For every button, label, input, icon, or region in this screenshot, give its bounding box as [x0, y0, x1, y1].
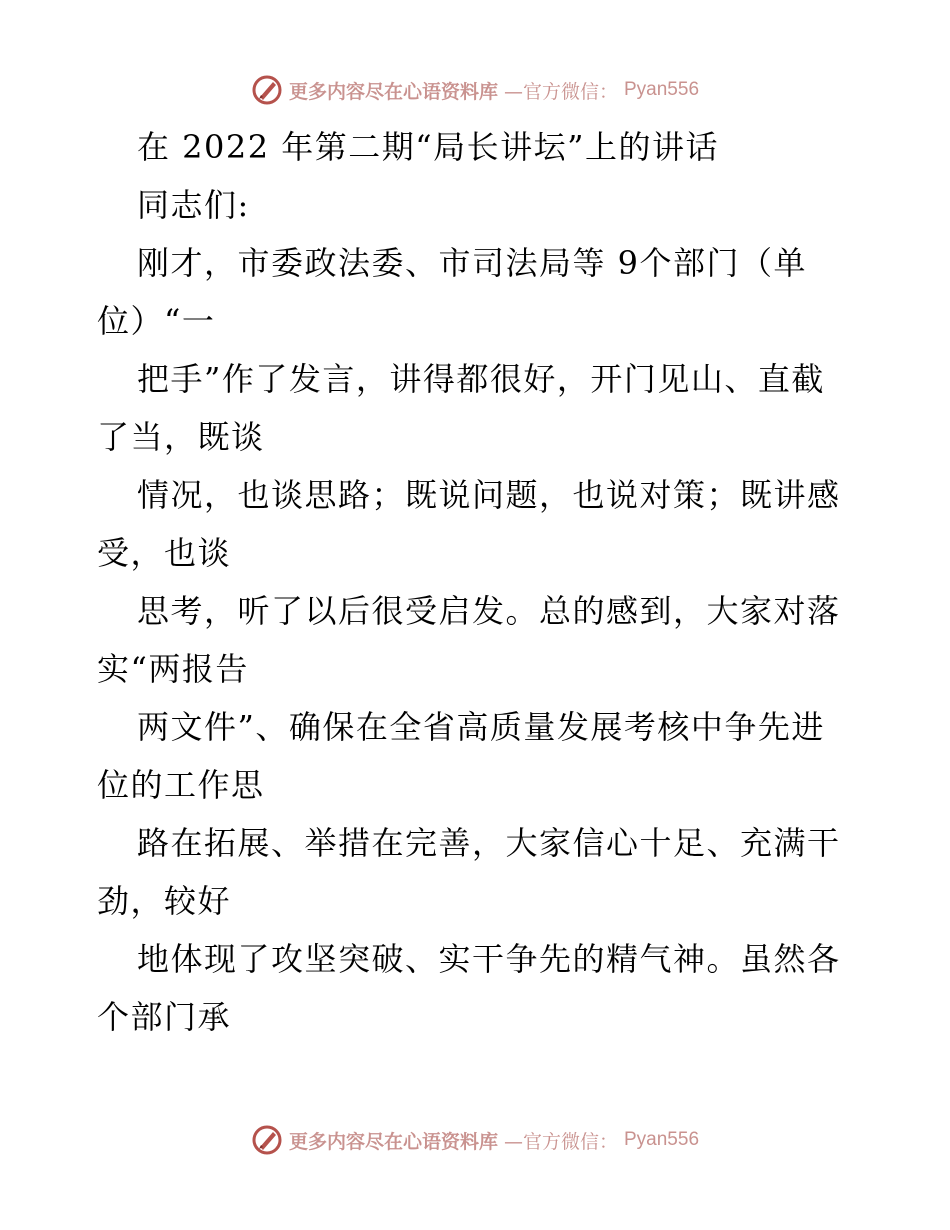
quill-seal-icon	[251, 1124, 283, 1156]
text-line: 实“两报告	[97, 650, 249, 688]
text-line: 地体现了攻坚突破、实干争先的精气神。虽然各	[137, 940, 841, 978]
text-line: 劲，较好	[97, 882, 232, 920]
text-line: 把手”作了发言，讲得都很好，开门见山、直截	[137, 360, 825, 398]
quill-seal-icon	[251, 74, 283, 106]
text-line: 位的工作思	[97, 766, 265, 804]
text-line: 刚才，市委政法委、市司法局等 9个部门（单	[137, 244, 808, 282]
header-watermark	[0, 70, 950, 110]
text-line: 两文件”、确保在全省高质量发展考核中争先进	[137, 708, 825, 746]
text-line: 受，也谈	[97, 534, 232, 572]
document-body	[97, 118, 857, 1046]
watermark-wechat-id: Pyan556	[624, 1129, 700, 1150]
text-line: 路在拓展、举措在完善，大家信心十足、充满干	[137, 824, 841, 862]
text-line: 思考，听了以后很受启发。总的感到，大家对落	[137, 592, 841, 630]
text-line: 个部门承	[97, 998, 232, 1036]
text-line: 同志们:	[137, 186, 250, 224]
watermark-group	[251, 74, 699, 106]
footer-watermark	[0, 1120, 950, 1160]
text-line: 情况，也谈思路；既说问题，也说对策；既讲感	[137, 476, 841, 514]
document-title: 在 2022 年第二期“局长讲坛”上的讲话	[137, 128, 720, 166]
watermark-wechat-id: Pyan556	[624, 79, 700, 100]
watermark-text: 更多内容尽在心语资料库	[288, 80, 498, 103]
watermark-separator: —官方微信：	[503, 80, 618, 103]
watermark-group	[251, 1124, 699, 1156]
text-line: 位）“一	[97, 302, 216, 340]
text-line: 了当，既谈	[97, 418, 265, 456]
watermark-text: 更多内容尽在心语资料库	[288, 1130, 498, 1153]
watermark-separator: —官方微信：	[503, 1130, 618, 1153]
